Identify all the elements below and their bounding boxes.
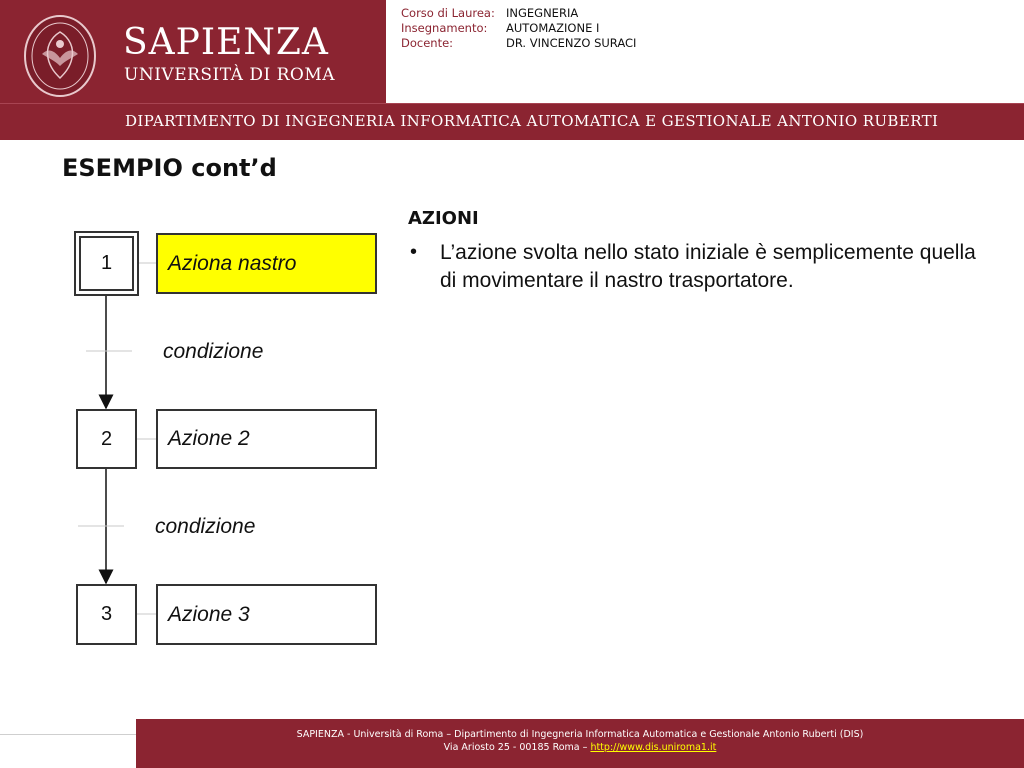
action-2-label: Azione 2 — [168, 427, 250, 450]
subject-label: Insegnamento: — [401, 21, 488, 35]
step-3-number: 3 — [100, 603, 113, 625]
subject-value: AUTOMAZIONE I — [506, 21, 600, 35]
step-2-number: 2 — [100, 427, 113, 450]
action-3-box — [156, 584, 377, 645]
step-1-box — [79, 236, 134, 291]
action-1-box — [156, 233, 377, 294]
footer-band — [136, 719, 1024, 768]
footer-address-line2 — [136, 742, 1024, 753]
action-3-label: Azione 3 — [168, 602, 250, 626]
bullet-marker: • — [410, 241, 418, 263]
actions-heading: AZIONI — [408, 208, 479, 229]
transition-1-label: condizione — [163, 340, 264, 363]
course-label: Corso di Laurea: — [401, 6, 495, 20]
department-name: DIPARTIMENTO DI INGEGNERIA INFORMATICA AUTOMATICA E GESTIONALE ANTONIO RUBERTI — [125, 112, 939, 130]
footer-divider — [0, 734, 136, 735]
step-2-box — [76, 409, 137, 469]
action-2-box — [156, 409, 377, 469]
teacher-label: Docente: — [401, 36, 454, 50]
brand-subtitle: UNIVERSITÀ DI ROMA — [124, 65, 336, 85]
footer-address-line1: SAPIENZA - Università di Roma – Dipartimento di Ingegneria Informatica Automatica e Gestionale Antonio Ruberti (DIS) — [296, 729, 864, 740]
bullet-text: L’azione svolta nello stato iniziale è semplicemente quella di movimentare il nastro trasportatore. — [440, 241, 976, 292]
page-title: ESEMPIO cont’d — [62, 154, 277, 182]
brand-name: SAPIENZA — [123, 22, 329, 63]
action-1-label: Aziona nastro — [168, 251, 297, 275]
course-value: INGEGNERIA — [506, 6, 579, 20]
footer-website-link[interactable]: http://www.dis.uniroma1.it — [590, 742, 717, 753]
footer-street: Via Ariosto 25 - 00185 Roma – — [443, 742, 591, 753]
teacher-value: DR. VINCENZO SURACI — [506, 36, 637, 50]
step-3-box — [76, 584, 137, 645]
transition-2-label: condizione — [155, 515, 256, 538]
step-1-number: 1 — [100, 252, 113, 274]
